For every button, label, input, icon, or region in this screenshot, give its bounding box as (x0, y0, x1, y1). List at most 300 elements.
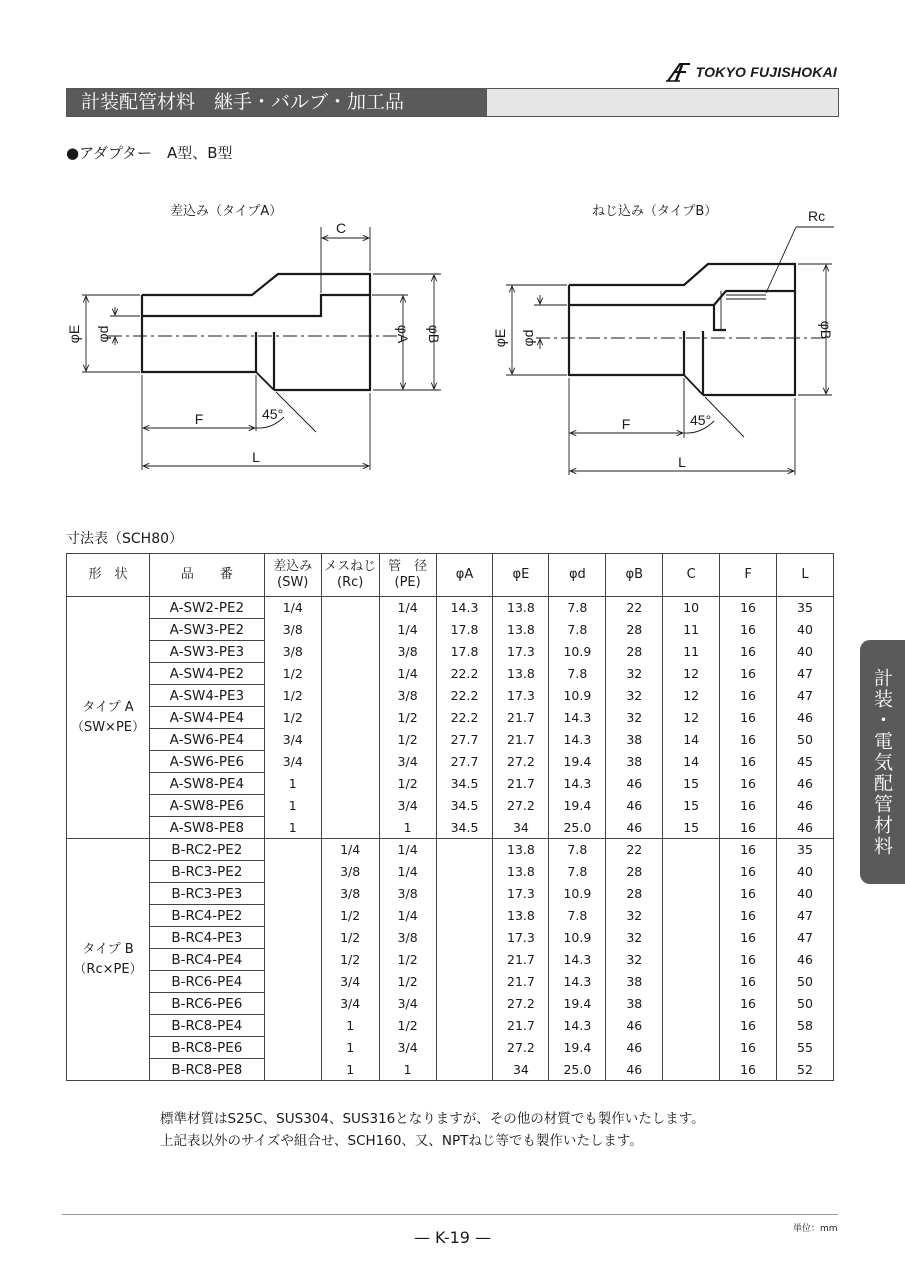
table-cell (436, 971, 493, 993)
table-cell: 46 (606, 795, 663, 817)
table-row (67, 707, 834, 729)
table-cell: 47 (777, 685, 834, 707)
table-cell: 47 (777, 663, 834, 685)
dim-label-e-b: φE (492, 328, 508, 348)
dim-label-d-b: φd (520, 329, 536, 347)
table-cell: 1 (321, 1059, 379, 1081)
table-cell: 1/4 (379, 619, 436, 641)
header-model: 品 番 (149, 554, 264, 597)
table-cell: 1/2 (264, 707, 321, 729)
table-header-row (67, 554, 834, 597)
header-f: F (720, 554, 777, 597)
table-cell (321, 641, 379, 663)
table-cell: 16 (720, 707, 777, 729)
table-cell: 15 (663, 817, 720, 839)
table-cell: 27.2 (493, 751, 549, 773)
model-cell: B-RC8-PE8 (149, 1059, 264, 1081)
table-row (67, 817, 834, 839)
table-cell: 1/4 (379, 597, 436, 619)
table-cell: 15 (663, 795, 720, 817)
table-cell: 3/4 (379, 1037, 436, 1059)
shape-sublabel: （SW×PE） (70, 719, 146, 735)
diagram-a-caption: 差込み（タイプA） (170, 204, 283, 219)
table-cell: 17.8 (436, 641, 493, 663)
table-cell: 19.4 (549, 1037, 606, 1059)
table-cell: 10.9 (549, 883, 606, 905)
table-cell (264, 993, 321, 1015)
table-row (67, 993, 834, 1015)
table-cell: 3/4 (379, 795, 436, 817)
table-cell (264, 905, 321, 927)
model-cell: B-RC8-PE6 (149, 1037, 264, 1059)
table-row (67, 597, 834, 619)
table-cell: 1/2 (379, 707, 436, 729)
table-cell: 14.3 (549, 707, 606, 729)
table-cell: 38 (606, 729, 663, 751)
table-cell: 58 (777, 1015, 834, 1037)
table-cell: 13.8 (493, 619, 549, 641)
table-cell: 46 (777, 707, 834, 729)
model-cell: B-RC6-PE4 (149, 971, 264, 993)
table-cell: 3/8 (379, 927, 436, 949)
dim-label-a: φA (395, 324, 411, 344)
table-cell (264, 839, 321, 861)
table-cell (321, 707, 379, 729)
table-cell (436, 1015, 493, 1037)
table-cell (264, 949, 321, 971)
table-cell: 3/4 (379, 993, 436, 1015)
table-cell: 17.3 (493, 927, 549, 949)
table-cell (321, 597, 379, 619)
table-cell (321, 773, 379, 795)
note-line: 標準材質はS25C、SUS304、SUS316となりますが、その他の材質でも製作いたします。 (160, 1111, 705, 1127)
table-cell: 14.3 (549, 949, 606, 971)
dim-label-d: φd (95, 325, 111, 343)
table-cell: 40 (777, 861, 834, 883)
table-row (67, 619, 834, 641)
model-cell: B-RC8-PE4 (149, 1015, 264, 1037)
table-cell: 25.0 (549, 817, 606, 839)
table-cell: 3/4 (264, 751, 321, 773)
table-cell: 38 (606, 993, 663, 1015)
table-cell: 16 (720, 773, 777, 795)
header-a: φA (436, 554, 493, 597)
table-cell: 21.7 (493, 773, 549, 795)
dim-label-c: C (335, 220, 347, 236)
table-cell (436, 949, 493, 971)
table-cell: 1 (321, 1015, 379, 1037)
adapter-diagrams (66, 195, 846, 495)
table-cell (436, 883, 493, 905)
table-cell: 13.8 (493, 905, 549, 927)
table-cell (663, 883, 720, 905)
dim-label-f: F (194, 411, 204, 427)
table-cell: 10.9 (549, 641, 606, 663)
table-cell: 16 (720, 883, 777, 905)
table-cell: 15 (663, 773, 720, 795)
table-cell (264, 1015, 321, 1037)
table-cell (264, 1059, 321, 1081)
table-cell: 14.3 (436, 597, 493, 619)
table-cell: 12 (663, 685, 720, 707)
table-cell: 3/8 (379, 883, 436, 905)
table-cell: 46 (777, 795, 834, 817)
table-cell (264, 1037, 321, 1059)
table-cell: 3/8 (264, 619, 321, 641)
model-cell: A-SW3-PE3 (149, 641, 264, 663)
table-cell: 1/2 (379, 949, 436, 971)
side-tab (860, 640, 905, 884)
table-cell (436, 927, 493, 949)
table-cell: 10 (663, 597, 720, 619)
table-cell: 28 (606, 619, 663, 641)
table-cell: 3/4 (264, 729, 321, 751)
table-cell: 47 (777, 927, 834, 949)
table-cell: 21.7 (493, 949, 549, 971)
notes (160, 1108, 705, 1152)
diagram-type-b (492, 204, 834, 475)
table-cell: 35 (777, 597, 834, 619)
shape-label: タイプ A (82, 699, 134, 715)
shape-label: タイプ B (82, 941, 134, 957)
table-cell: 34.5 (436, 773, 493, 795)
table-cell: 3/8 (321, 883, 379, 905)
table-cell: 14 (663, 729, 720, 751)
table-cell: 22.2 (436, 685, 493, 707)
table-group-type-b (67, 839, 834, 1081)
table-row (67, 861, 834, 883)
table-cell: 21.7 (493, 1015, 549, 1037)
table-cell: 10.9 (549, 685, 606, 707)
table-cell: 17.3 (493, 641, 549, 663)
table-cell (436, 993, 493, 1015)
table-cell: 32 (606, 707, 663, 729)
table-cell: 16 (720, 817, 777, 839)
table-cell: 46 (606, 1037, 663, 1059)
table-cell: 7.8 (549, 839, 606, 861)
dim-label-f-b: F (621, 416, 631, 432)
table-cell: 22.2 (436, 663, 493, 685)
logo-text: TOKYO FUJISHOKAI (695, 64, 837, 80)
table-cell: 50 (777, 993, 834, 1015)
header-rc: メスねじ (Rc) (321, 554, 379, 597)
side-tab-label: 計装・電気配管材料 (871, 667, 893, 857)
table-cell: 16 (720, 1059, 777, 1081)
table-cell: 19.4 (549, 795, 606, 817)
table-cell: 16 (720, 663, 777, 685)
table-cell: 40 (777, 641, 834, 663)
table-cell: 1/2 (379, 1015, 436, 1037)
table-cell: 34.5 (436, 795, 493, 817)
table-cell: 28 (606, 641, 663, 663)
table-cell (663, 1059, 720, 1081)
table-cell: 14.3 (549, 1015, 606, 1037)
table-cell: 1/4 (379, 839, 436, 861)
table-cell (436, 1037, 493, 1059)
dim-label-e: φE (66, 324, 82, 344)
table-row (67, 1059, 834, 1081)
table-cell: 7.8 (549, 597, 606, 619)
model-cell: B-RC2-PE2 (149, 839, 264, 861)
table-cell: 1/2 (321, 905, 379, 927)
table-cell: 25.0 (549, 1059, 606, 1081)
table-cell: 13.8 (493, 839, 549, 861)
table-cell: 1/2 (264, 685, 321, 707)
table-cell: 1 (264, 795, 321, 817)
table-cell: 3/8 (379, 641, 436, 663)
table-cell: 38 (606, 971, 663, 993)
page-number: — K-19 — (413, 1228, 492, 1247)
table-cell: 19.4 (549, 751, 606, 773)
diagram-b-caption: ねじ込み（タイプB） (592, 204, 718, 219)
table-cell: 16 (720, 685, 777, 707)
table-row (67, 729, 834, 751)
model-cell: B-RC4-PE4 (149, 949, 264, 971)
table-cell: 32 (606, 927, 663, 949)
dim-label-angle: 45° (262, 406, 284, 422)
table-cell: 46 (777, 773, 834, 795)
table-caption: 寸法表（SCH80） (66, 531, 184, 547)
table-cell (321, 729, 379, 751)
shape-sublabel: （Rc×PE） (73, 961, 143, 977)
model-cell: A-SW4-PE2 (149, 663, 264, 685)
table-cell: 16 (720, 751, 777, 773)
page-title: 計装配管材料 継手・バルブ・加工品 (67, 89, 487, 116)
table-cell: 16 (720, 597, 777, 619)
table-cell: 1/2 (321, 949, 379, 971)
table-cell (321, 795, 379, 817)
unit-note: 単位：mm (793, 1224, 838, 1234)
fujishokai-logo-mark-icon (666, 62, 692, 82)
table-cell (321, 817, 379, 839)
table-cell: 3/4 (321, 993, 379, 1015)
table-row (67, 905, 834, 927)
table-cell: 7.8 (549, 663, 606, 685)
table-cell (663, 993, 720, 1015)
table-cell: 47 (777, 905, 834, 927)
table-cell: 1/4 (264, 597, 321, 619)
table-cell: 10.9 (549, 927, 606, 949)
dim-label-l: L (252, 449, 260, 465)
table-cell (321, 685, 379, 707)
table-row (67, 663, 834, 685)
table-row (67, 927, 834, 949)
table-cell: 7.8 (549, 905, 606, 927)
table-cell: 1/4 (379, 861, 436, 883)
table-cell (436, 839, 493, 861)
table-cell: 38 (606, 751, 663, 773)
table-cell: 3/8 (379, 685, 436, 707)
table-cell: 28 (606, 883, 663, 905)
table-cell: 14.3 (549, 971, 606, 993)
header-pe: 管 径 (PE) (379, 554, 436, 597)
table-cell: 1 (264, 773, 321, 795)
table-cell: 52 (777, 1059, 834, 1081)
table-cell: 7.8 (549, 619, 606, 641)
table-cell: 1/2 (321, 927, 379, 949)
table-cell: 3/4 (321, 971, 379, 993)
table-cell (321, 619, 379, 641)
table-cell (264, 971, 321, 993)
table-cell: 3/8 (321, 861, 379, 883)
model-cell: A-SW6-PE6 (149, 751, 264, 773)
header-e: φE (493, 554, 549, 597)
table-cell: 28 (606, 861, 663, 883)
table-cell: 16 (720, 729, 777, 751)
model-cell: B-RC3-PE3 (149, 883, 264, 905)
table-cell: 1/2 (379, 773, 436, 795)
model-cell: B-RC3-PE2 (149, 861, 264, 883)
table-cell: 19.4 (549, 993, 606, 1015)
table-cell: 34 (493, 817, 549, 839)
table-cell: 50 (777, 729, 834, 751)
title-bar (66, 88, 839, 117)
model-cell: A-SW3-PE2 (149, 619, 264, 641)
table-cell: 46 (777, 949, 834, 971)
table-cell (436, 905, 493, 927)
table-cell: 1/2 (264, 663, 321, 685)
dim-label-rc: Rc (808, 208, 826, 224)
table-cell: 3/4 (379, 751, 436, 773)
table-cell: 16 (720, 861, 777, 883)
table-cell (321, 751, 379, 773)
table-cell: 46 (606, 773, 663, 795)
model-cell: A-SW2-PE2 (149, 597, 264, 619)
table-cell (663, 861, 720, 883)
header-b: φB (606, 554, 663, 597)
table-cell: 32 (606, 949, 663, 971)
table-cell: 16 (720, 619, 777, 641)
table-cell: 45 (777, 751, 834, 773)
table-cell: 16 (720, 971, 777, 993)
table-cell: 1 (264, 817, 321, 839)
table-cell: 16 (720, 795, 777, 817)
table-cell: 22.2 (436, 707, 493, 729)
table-cell: 16 (720, 1015, 777, 1037)
header-d: φd (549, 554, 606, 597)
table-cell (663, 971, 720, 993)
table-cell: 32 (606, 663, 663, 685)
header-l: L (777, 554, 834, 597)
table-row (67, 949, 834, 971)
table-cell: 1/2 (379, 729, 436, 751)
table-cell: 35 (777, 839, 834, 861)
table-cell: 21.7 (493, 729, 549, 751)
table-group-type-a (67, 597, 834, 839)
table-cell: 46 (606, 1015, 663, 1037)
table-cell: 32 (606, 685, 663, 707)
table-cell: 17.8 (436, 619, 493, 641)
table-cell (264, 927, 321, 949)
table-cell (663, 1037, 720, 1059)
table-cell: 21.7 (493, 971, 549, 993)
table-cell: 16 (720, 993, 777, 1015)
table-row (67, 685, 834, 707)
model-cell: A-SW8-PE8 (149, 817, 264, 839)
dim-label-l-b: L (678, 454, 686, 470)
table-cell: 13.8 (493, 861, 549, 883)
table-cell: 17.3 (493, 685, 549, 707)
table-cell: 27.7 (436, 751, 493, 773)
table-cell (321, 663, 379, 685)
table-cell (436, 1059, 493, 1081)
table-cell: 16 (720, 905, 777, 927)
table-cell: 34.5 (436, 817, 493, 839)
table-cell: 22 (606, 597, 663, 619)
table-cell (663, 1015, 720, 1037)
table-cell: 40 (777, 619, 834, 641)
dim-label-b: φB (426, 324, 442, 344)
company-logo (666, 62, 837, 82)
table-cell (663, 949, 720, 971)
table-cell: 16 (720, 927, 777, 949)
section-heading: ●アダプター A型、B型 (66, 144, 233, 162)
dim-label-angle-b: 45° (690, 412, 712, 428)
table-row (67, 839, 834, 861)
table-cell: 14.3 (549, 729, 606, 751)
table-cell: 13.8 (493, 663, 549, 685)
diagram-type-a (66, 204, 442, 470)
dim-label-b-b: φB (818, 320, 834, 340)
model-cell: A-SW8-PE6 (149, 795, 264, 817)
table-row (67, 641, 834, 663)
model-cell: B-RC6-PE6 (149, 993, 264, 1015)
table-row (67, 971, 834, 993)
table-cell: 1 (379, 1059, 436, 1081)
header-shape: 形 状 (67, 554, 150, 597)
table-cell: 46 (606, 817, 663, 839)
table-cell: 14 (663, 751, 720, 773)
table-row (67, 773, 834, 795)
table-cell: 11 (663, 619, 720, 641)
table-cell: 22 (606, 839, 663, 861)
table-cell: 1 (379, 817, 436, 839)
model-cell: B-RC4-PE2 (149, 905, 264, 927)
table-cell: 16 (720, 1037, 777, 1059)
model-cell: A-SW4-PE3 (149, 685, 264, 707)
table-cell: 14.3 (549, 773, 606, 795)
table-cell: 27.7 (436, 729, 493, 751)
table-cell: 16 (720, 839, 777, 861)
table-cell: 50 (777, 971, 834, 993)
table-cell: 46 (777, 817, 834, 839)
shape-cell (67, 839, 150, 1081)
table-cell: 27.2 (493, 993, 549, 1015)
table-row (67, 1015, 834, 1037)
table-cell (436, 861, 493, 883)
note-line: 上記表以外のサイズや組合せ、SCH160、又、NPTねじ等でも製作いたします。 (160, 1133, 643, 1149)
table-cell (663, 839, 720, 861)
table-cell: 1/4 (379, 905, 436, 927)
table-cell (264, 883, 321, 905)
table-cell: 32 (606, 905, 663, 927)
model-cell: B-RC4-PE3 (149, 927, 264, 949)
table-cell: 1 (321, 1037, 379, 1059)
table-cell: 12 (663, 663, 720, 685)
table-cell (663, 905, 720, 927)
table-cell: 7.8 (549, 861, 606, 883)
table-cell: 16 (720, 641, 777, 663)
table-cell: 16 (720, 949, 777, 971)
table-cell: 1/4 (379, 663, 436, 685)
table-cell: 21.7 (493, 707, 549, 729)
table-cell (663, 927, 720, 949)
table-cell (264, 861, 321, 883)
table-cell: 40 (777, 883, 834, 905)
table-cell: 1/2 (379, 971, 436, 993)
table-cell: 11 (663, 641, 720, 663)
model-cell: A-SW4-PE4 (149, 707, 264, 729)
